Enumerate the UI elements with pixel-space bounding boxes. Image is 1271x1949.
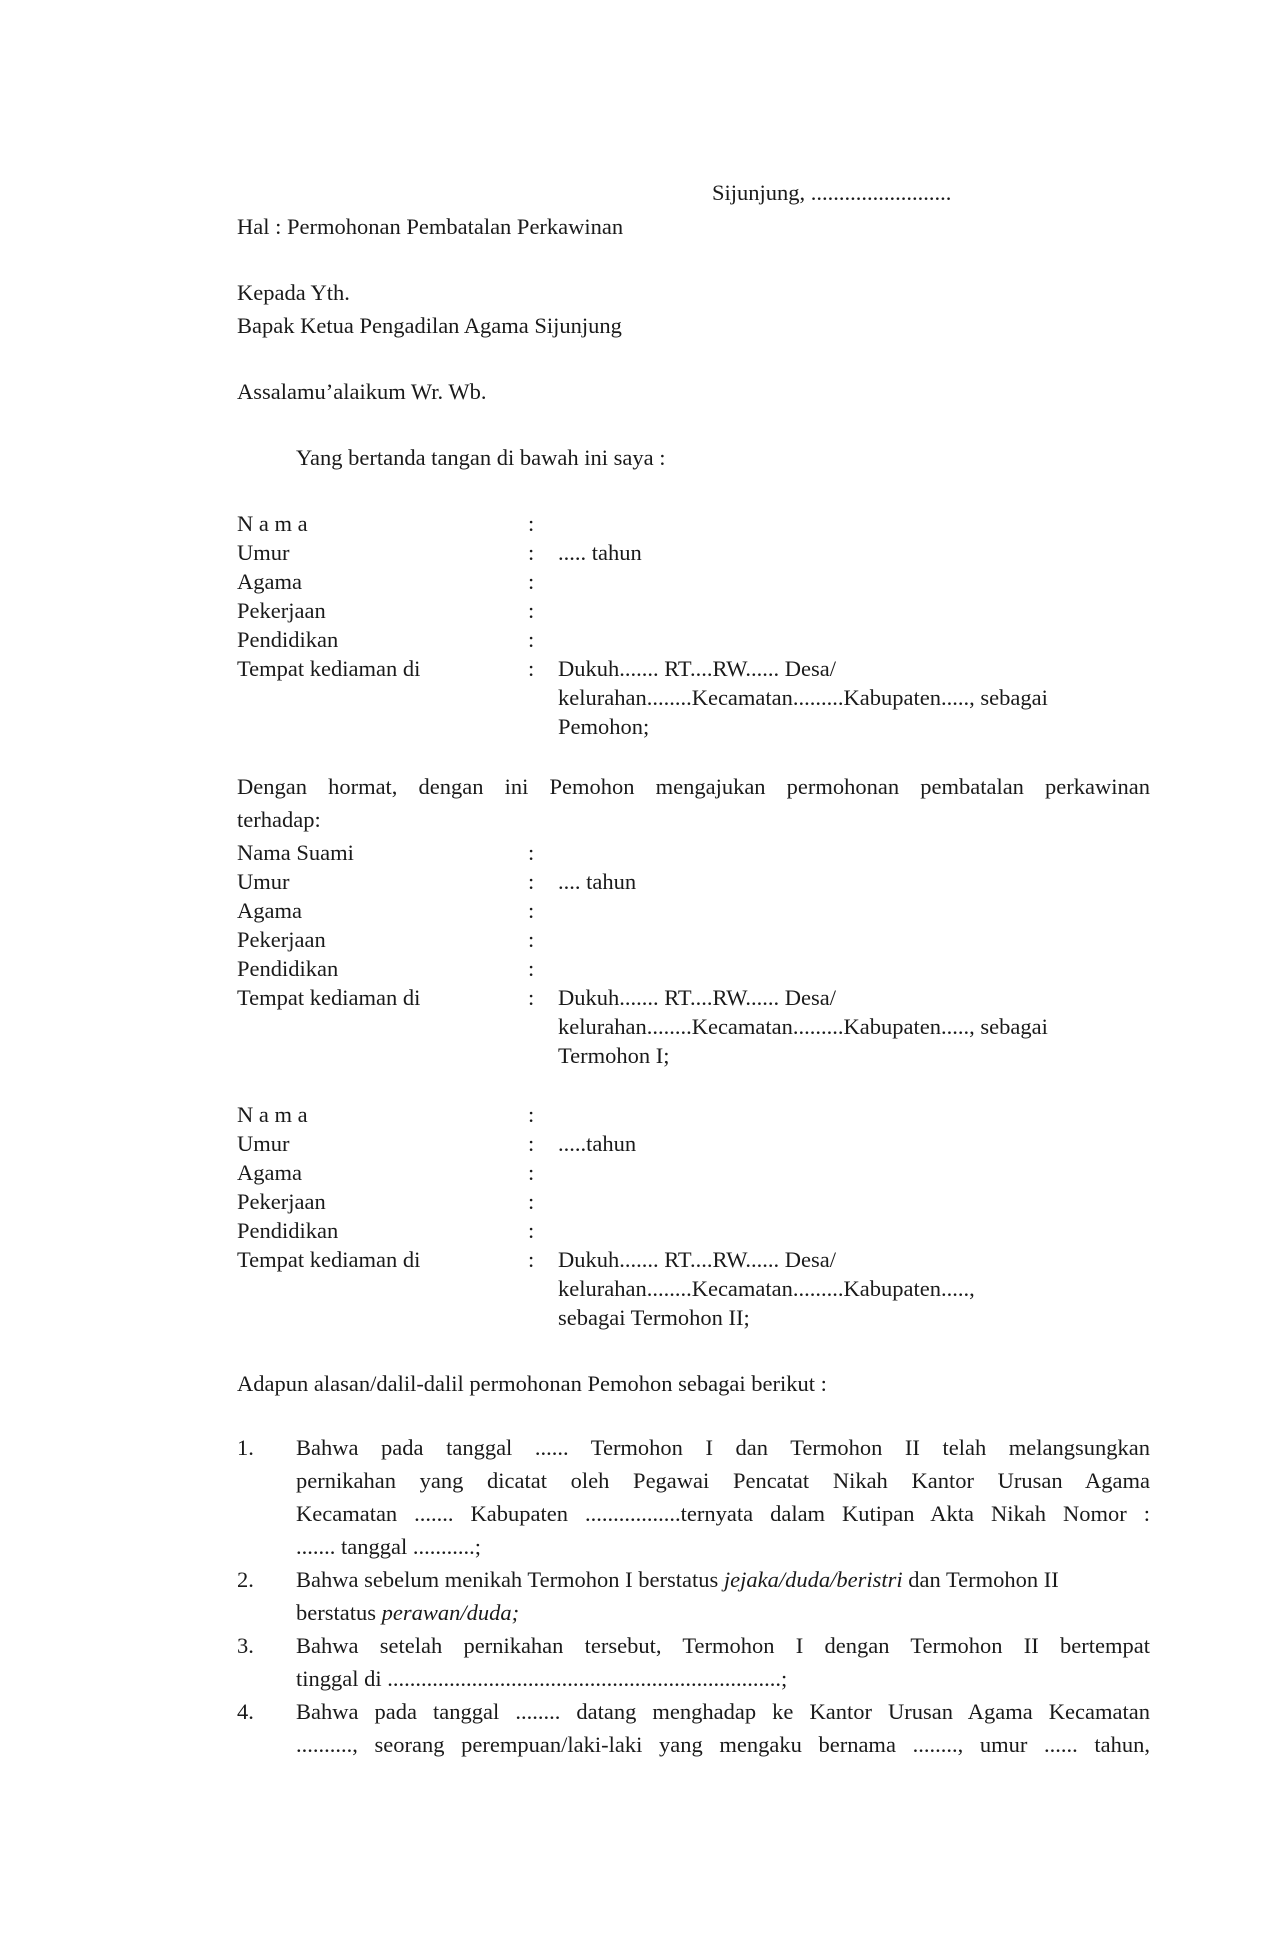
field-colon: :: [528, 627, 535, 652]
item-text: Bahwa sebelum menikah Termohon I berstatus: [296, 1567, 724, 1592]
address-line-3: sebagai Termohon II;: [558, 1305, 750, 1330]
field-label: Pendidikan: [237, 627, 339, 652]
field-colon: :: [528, 540, 535, 565]
field-value: ..... tahun: [558, 540, 642, 565]
field-label: Nama Suami: [237, 840, 354, 865]
field-label: N a m a: [237, 511, 308, 536]
item-number: 1.: [237, 1435, 254, 1460]
field-value: .....tahun: [558, 1131, 637, 1156]
item-line: Bahwa pada tanggal ...... Termohon I dan Termohon II telah melangsungkan: [296, 1435, 1150, 1460]
field-value: Dukuh....... RT....RW...... Desa/: [558, 1247, 837, 1272]
field-label: Tempat kediaman di: [237, 985, 421, 1010]
field-label: Agama: [237, 569, 302, 594]
field-colon: :: [528, 898, 535, 923]
greeting: Assalamu’alaikum Wr. Wb.: [237, 379, 487, 404]
address-line-3: Pemohon;: [558, 714, 650, 739]
field-colon: :: [528, 1160, 535, 1185]
address-line-3: Termohon I;: [558, 1043, 670, 1068]
item-number: 2.: [237, 1567, 254, 1592]
field-colon: :: [528, 1131, 535, 1156]
intro-text: Yang bertanda tangan di bawah ini saya :: [296, 445, 666, 470]
field-colon: :: [528, 869, 535, 894]
field-colon: :: [528, 598, 535, 623]
field-colon: :: [528, 511, 535, 536]
statement-line-2: terhadap:: [237, 807, 321, 832]
statement-line-1: Dengan hormat, dengan ini Pemohon mengajukan permohonan pembatalan perkawinan: [237, 774, 1150, 799]
item-line: .........., seorang perempuan/laki-laki yang mengaku bernama ........, umur ...... tahun,: [296, 1732, 1150, 1757]
item-line: pernikahan yang dicatat oleh Pegawai Pencatat Nikah Kantor Urusan Agama: [296, 1468, 1150, 1493]
item-line: Kecamatan ....... Kabupaten .................ternyata dalam Kutipan Akta Nikah Nomor :: [296, 1501, 1150, 1526]
reasons-intro: Adapun alasan/dalil-dalil permohonan Pemohon sebagai berikut :: [237, 1371, 827, 1396]
field-colon: :: [528, 1189, 535, 1214]
field-label: Umur: [237, 1131, 290, 1156]
address-line-2: kelurahan........Kecamatan.........Kabupaten.....,: [558, 1276, 975, 1301]
field-label: Umur: [237, 540, 290, 565]
field-colon: :: [528, 840, 535, 865]
field-label: Pekerjaan: [237, 927, 326, 952]
item-text: berstatus: [296, 1600, 382, 1625]
place-date: Sijunjung, .........................: [712, 180, 952, 205]
field-label: Agama: [237, 898, 302, 923]
subject-line: Hal : Permohonan Pembatalan Perkawinan: [237, 214, 624, 239]
item-italic: perawan/duda;: [381, 1600, 520, 1625]
item-italic: jejaka/duda/beristri: [723, 1567, 903, 1592]
field-colon: :: [528, 985, 535, 1010]
field-colon: :: [528, 1247, 535, 1272]
field-colon: :: [528, 956, 535, 981]
field-value: Dukuh....... RT....RW...... Desa/: [558, 985, 837, 1010]
item-number: 4.: [237, 1699, 254, 1724]
field-label: Tempat kediaman di: [237, 1247, 421, 1272]
item-line: Bahwa pada tanggal ........ datang menghadap ke Kantor Urusan Agama Kecamatan: [296, 1699, 1150, 1724]
item-number: 3.: [237, 1633, 254, 1658]
field-colon: :: [528, 1102, 535, 1127]
field-colon: :: [528, 569, 535, 594]
address-line-2: kelurahan........Kecamatan.........Kabupaten....., sebagai: [558, 685, 1048, 710]
field-label: Pekerjaan: [237, 1189, 326, 1214]
item-line: [296, 1596, 519, 1629]
recipient-line-2: Bapak Ketua Pengadilan Agama Sijunjung: [237, 313, 622, 338]
field-label: N a m a: [237, 1102, 308, 1127]
field-label: Pendidikan: [237, 1218, 339, 1243]
item-line: [296, 1563, 1059, 1596]
address-line-2: kelurahan........Kecamatan.........Kabupaten....., sebagai: [558, 1014, 1048, 1039]
field-label: Pekerjaan: [237, 598, 326, 623]
item-text: dan Termohon II: [902, 1567, 1059, 1592]
item-line: Bahwa setelah pernikahan tersebut, Termohon I dengan Termohon II bertempat: [296, 1633, 1150, 1658]
field-value: .... tahun: [558, 869, 637, 894]
field-colon: :: [528, 1218, 535, 1243]
field-colon: :: [528, 656, 535, 681]
field-label: Umur: [237, 869, 290, 894]
field-label: Pendidikan: [237, 956, 339, 981]
field-value: Dukuh....... RT....RW...... Desa/: [558, 656, 837, 681]
item-line: ....... tanggal ...........;: [296, 1534, 481, 1559]
item-line: tinggal di ......................................................................;: [296, 1666, 788, 1691]
field-label: Agama: [237, 1160, 302, 1185]
recipient-line-1: Kepada Yth.: [237, 280, 350, 305]
field-colon: :: [528, 927, 535, 952]
field-label: Tempat kediaman di: [237, 656, 421, 681]
